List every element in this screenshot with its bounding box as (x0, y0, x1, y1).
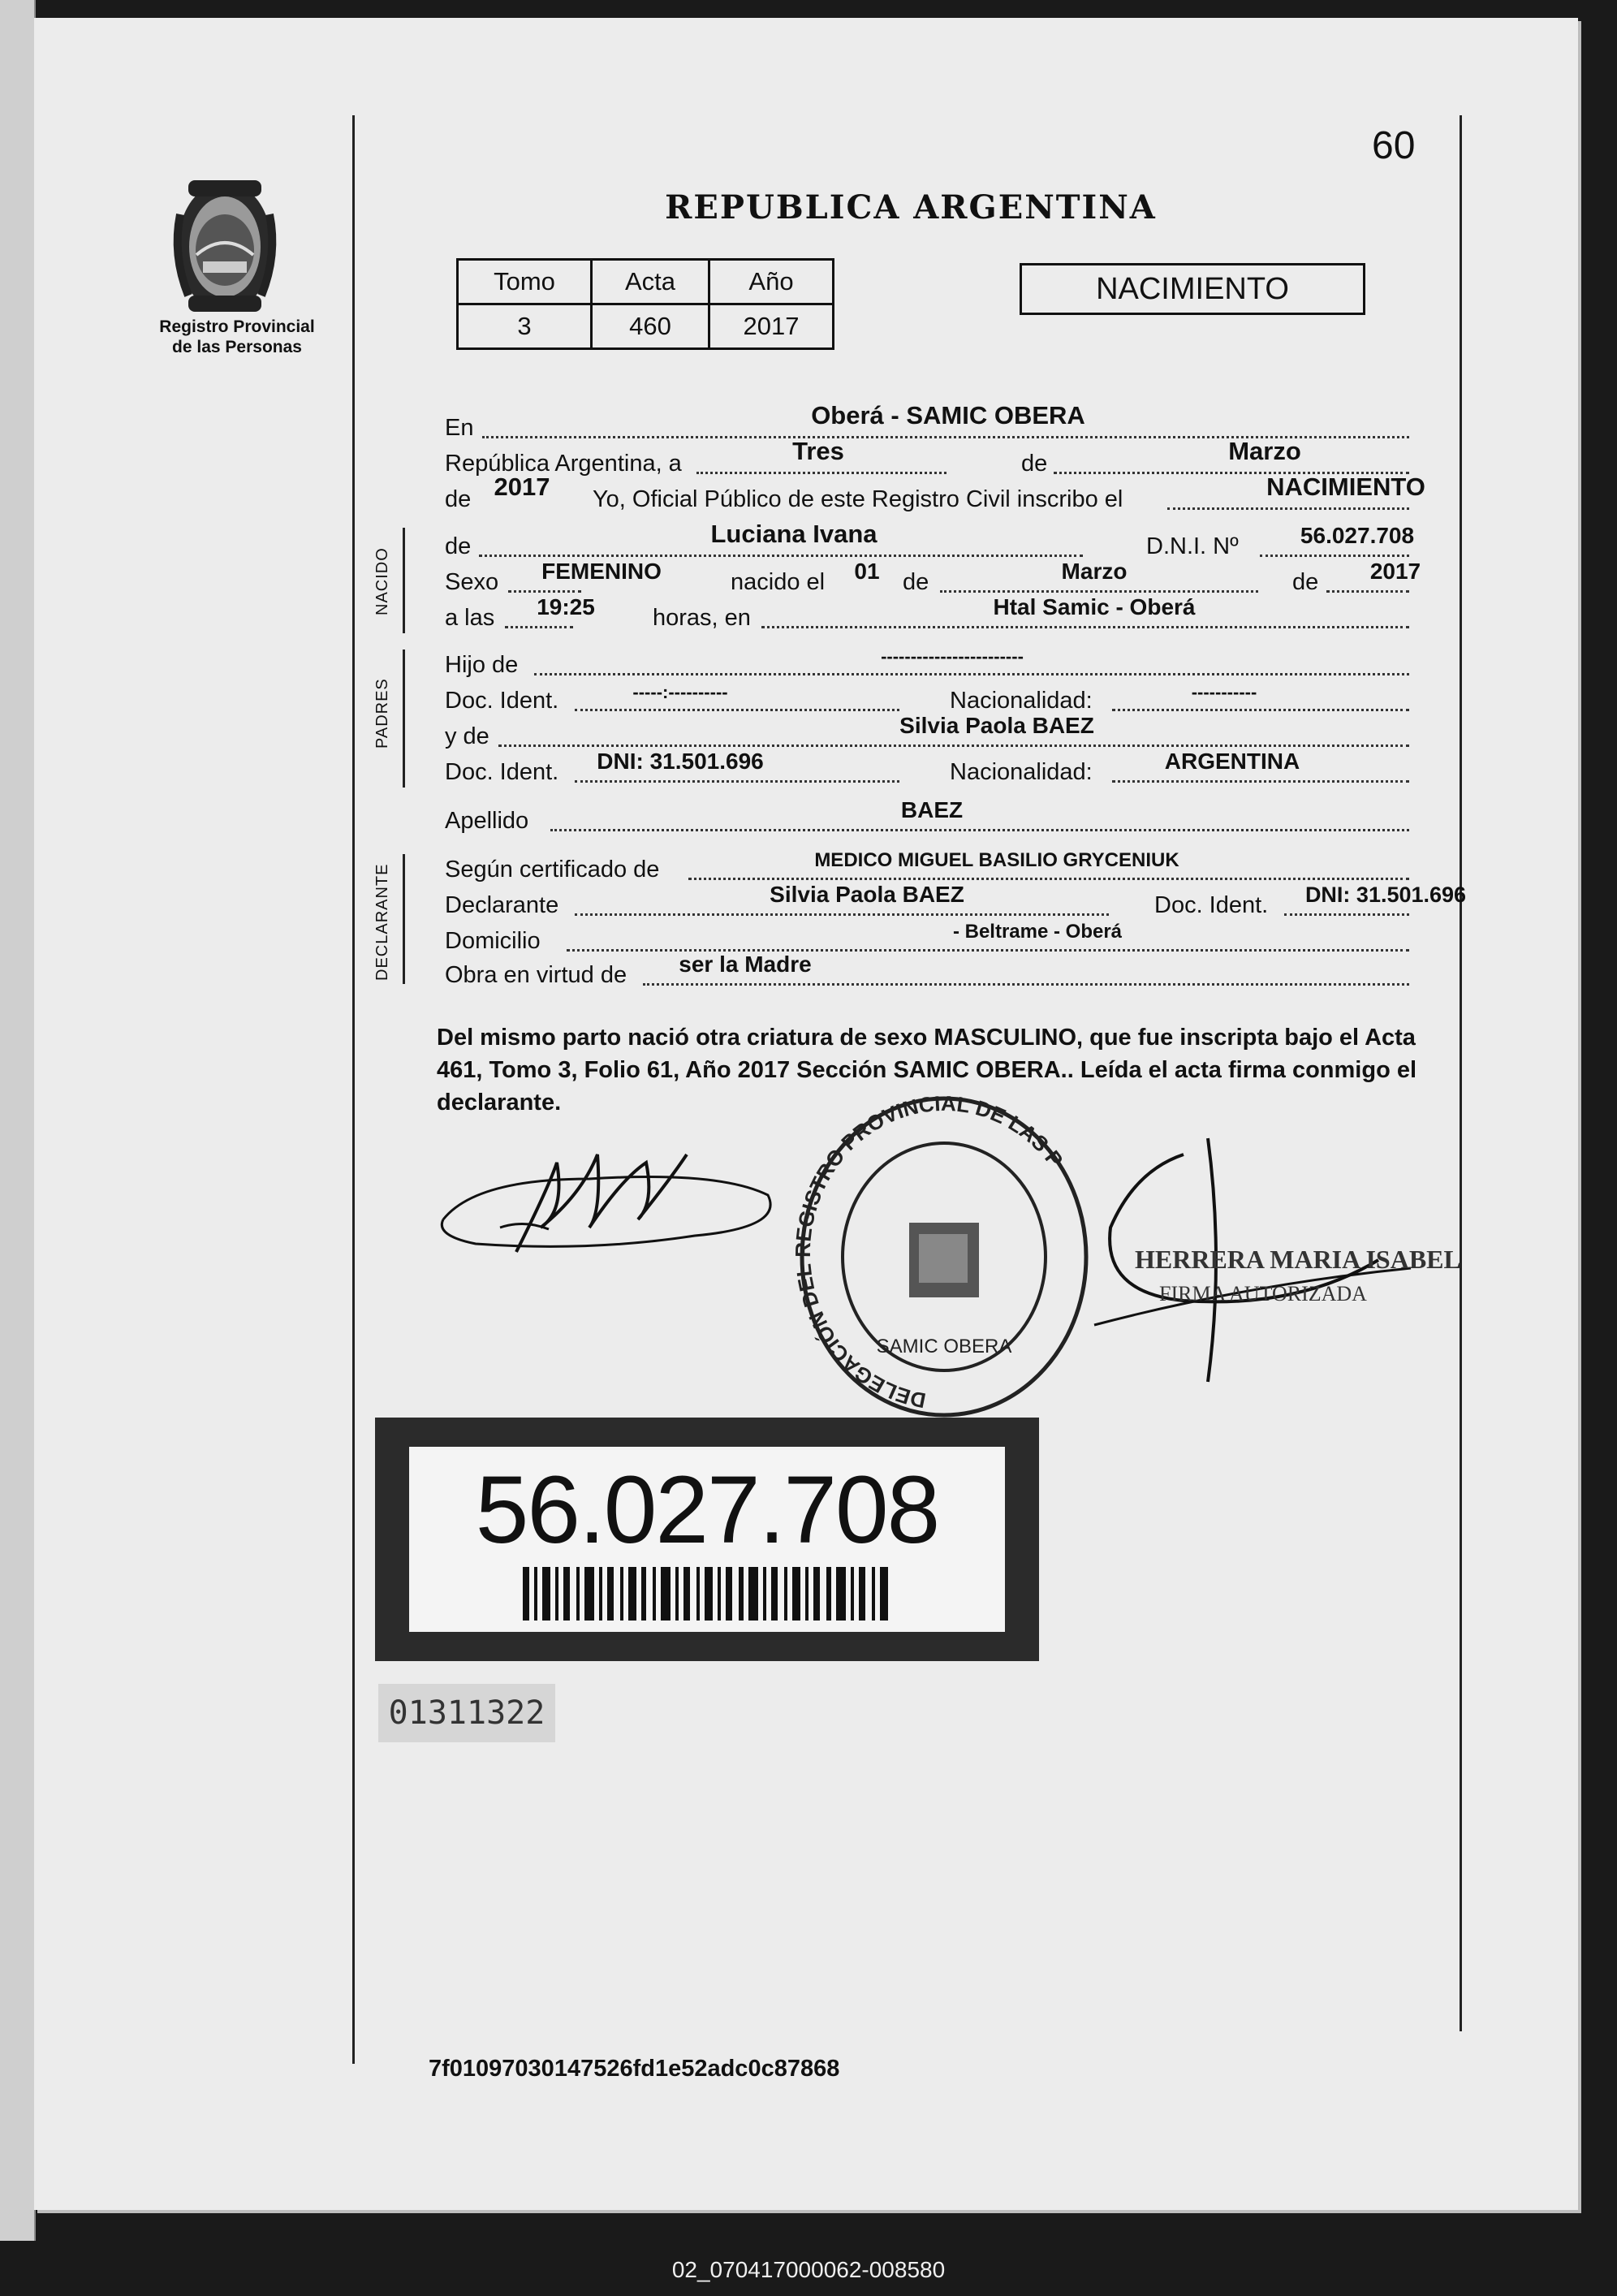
value-mother-nationality: ARGENTINA (1164, 749, 1300, 774)
label-nacionalidad-father: Nacionalidad: (950, 688, 1093, 714)
value-address: - Beltrame - Oberá (952, 921, 1123, 943)
declarant-signature (427, 1130, 792, 1276)
value-declarant-doc: DNI: 31.501.696 (1304, 883, 1467, 907)
acta-header: Acta (592, 260, 709, 304)
document-title: REPUBLICA ARGENTINA (665, 188, 1157, 227)
value-father-doc: -----:---------- (632, 682, 728, 702)
adjacent-page-edge (0, 0, 36, 2241)
value-birth-place: Htal Samic - Oberá (993, 594, 1196, 619)
acta-value: 460 (592, 304, 709, 349)
label-segun: Según certificado de (445, 857, 660, 883)
registry-seal (787, 1086, 1101, 1427)
mother-line (412, 714, 1409, 750)
label-apellido: Apellido (445, 808, 529, 834)
father-line (412, 643, 1409, 679)
value-year: 2017 (494, 473, 550, 501)
value-dni: 56.027.708 (1300, 523, 1415, 548)
document-hash: 7f01097030147526fd1e52adc0c87868 (429, 2056, 840, 2082)
twin-birth-note: Del mismo parto nació otra criatura de sexo MASCULINO, que fue inscripta bajo el Acta 461, Tomo 3, Folio 61, Año 2017 Sección SAMIC OBERA.. Leída el acta firma conmigo el declarante. (437, 1025, 1417, 1116)
signature-stamp-name: HERRERA MARIA ISABEL (1135, 1245, 1461, 1274)
label-declarante: Declarante (445, 892, 559, 918)
label-doc-ident-mother: Doc. Ident. (445, 759, 559, 785)
address-line (412, 919, 1409, 955)
mother-doc-line (412, 750, 1409, 786)
value-birth-month: Marzo (1061, 559, 1128, 584)
label-republica: República Argentina, a (445, 451, 682, 477)
anio-value: 2017 (709, 304, 834, 349)
tomo-value: 3 (458, 304, 592, 349)
time-line (412, 596, 1409, 632)
label-de: de (1021, 451, 1048, 477)
value-certificate-by: MEDICO MIGUEL BASILIO GRYCENIUK (814, 849, 1179, 871)
value-name: Luciana Ivana (710, 520, 877, 548)
value-mother-doc: DNI: 31.501.696 (597, 749, 764, 774)
scan-footer-id: 02_070417000062-008580 (671, 2257, 946, 2282)
surname-line (412, 799, 1409, 835)
page-number: 60 (1372, 124, 1416, 167)
value-declarant: Silvia Paola BAEZ (770, 882, 964, 907)
record-type-box: NACIMIENTO (1020, 263, 1365, 315)
value-father-nationality: ----------- (1191, 682, 1257, 702)
label-en: En (445, 415, 474, 441)
barcode-icon (523, 1567, 896, 1621)
value-month: Marzo (1228, 437, 1301, 465)
section-declarante: DECLARANTE (373, 863, 391, 981)
label-dni: D.N.I. Nº (1146, 533, 1239, 559)
official-signature (1086, 1138, 1461, 1398)
label-yo: Yo, Oficial Público de este Registro Civil inscribo el (593, 486, 1123, 512)
section-nacido: NACIDO (373, 547, 391, 615)
dni-sticker-label (409, 1447, 1005, 1632)
tomo-header: Tomo (458, 260, 592, 304)
label-hijo-de: Hijo de (445, 652, 519, 678)
certificate-line (412, 848, 1409, 883)
section-padres: PADRES (373, 678, 391, 749)
label-de-month: de (903, 569, 929, 595)
seal-ring-text: DELEGACIÓN DEL REGISTRO PROVINCIAL DE LAS P (790, 1090, 1068, 1413)
declarant-line (412, 882, 1467, 919)
left-margin-rule (352, 115, 355, 2064)
birth-certificate-page (34, 18, 1578, 2210)
value-time: 19:25 (537, 594, 595, 619)
seal-center-text: SAMIC OBERA (876, 1336, 1012, 1357)
value-capacity: ser la Madre (679, 952, 812, 977)
dni-sticker (375, 1418, 1039, 1661)
label-obra: Obra en virtud de (445, 962, 627, 988)
sticker-dni-number: 56.027.708 (475, 1457, 939, 1564)
value-birth-day: 01 (854, 559, 880, 584)
label-nacido-el: nacido el (731, 569, 826, 595)
label-de-year: de (445, 486, 472, 512)
signature-stamp-role: FIRMA AUTORIZADA (1159, 1282, 1367, 1306)
label-sexo: Sexo (445, 569, 499, 595)
volume-table (456, 258, 834, 350)
value-sex: FEMENINO (541, 559, 662, 584)
value-birth-year: 2017 (1369, 559, 1421, 584)
label-y-de: y de (445, 723, 489, 749)
sex-line (412, 559, 1421, 596)
anio-header: Año (709, 260, 834, 304)
value-mother: Silvia Paola BAEZ (899, 713, 1094, 738)
label-a-las: a las (445, 605, 495, 631)
capacity-line (412, 953, 1409, 989)
name-line (412, 520, 1415, 560)
label-domicilio: Domicilio (445, 928, 541, 954)
serial-number: 01311322 (378, 1684, 555, 1742)
register-line (412, 473, 1425, 513)
label-de-name: de (445, 533, 472, 559)
label-de-birth-year: de (1292, 569, 1319, 595)
value-place: Oberá - SAMIC OBERA (811, 401, 1085, 429)
label-nacionalidad-mother: Nacionalidad: (950, 759, 1093, 785)
value-day-words: Tres (792, 437, 844, 465)
label-doc-ident-declarant: Doc. Ident. (1154, 892, 1269, 918)
label-horas-en: horas, en (653, 605, 751, 631)
value-surname: BAEZ (900, 797, 964, 822)
value-act-type: NACIMIENTO (1266, 473, 1425, 501)
label-doc-ident-father: Doc. Ident. (445, 688, 559, 714)
province-crest-icon (164, 166, 286, 328)
value-father: ------------------------ (881, 646, 1024, 667)
registry-name: Registro Provincial de las Personas (159, 317, 315, 356)
father-doc-line (412, 679, 1409, 714)
